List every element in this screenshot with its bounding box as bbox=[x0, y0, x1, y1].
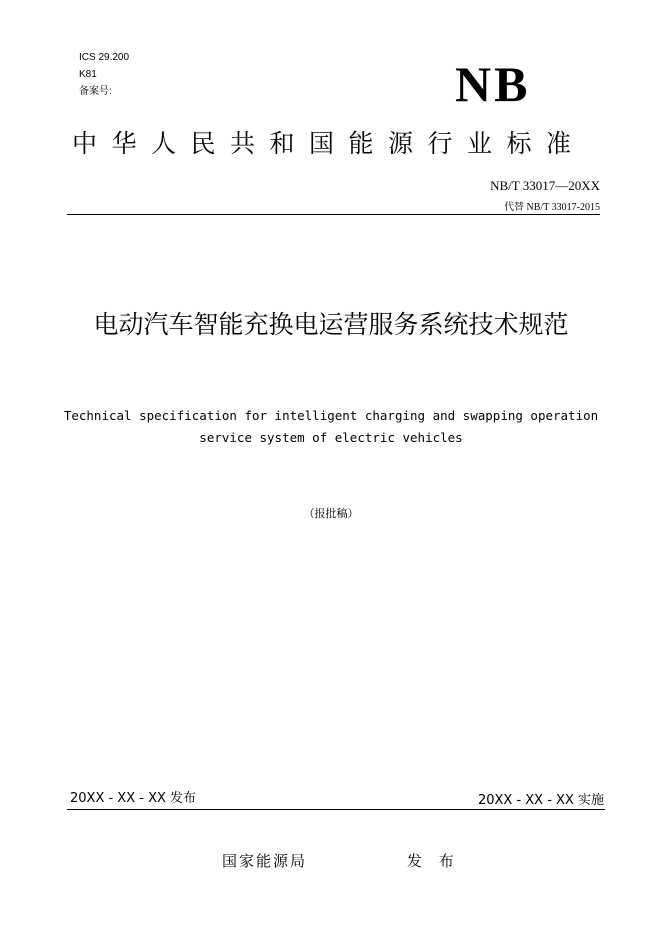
ics-code: ICS 29.200 bbox=[79, 52, 130, 63]
issuer-name: 国家能源局 bbox=[222, 852, 308, 870]
title-english: Technical specification for intelligent charging and swapping operation service system of electric vehicles bbox=[63, 408, 599, 445]
header-divider bbox=[67, 214, 600, 215]
industry-standard-heading: 中华人民共和国能源行业标准 bbox=[72, 129, 586, 158]
nb-logo: NB bbox=[455, 56, 531, 112]
title-chinese: 电动汽车智能充换电运营服务系统技术规范 bbox=[93, 310, 569, 339]
footer-divider bbox=[67, 809, 605, 810]
ccs-code: K81 bbox=[79, 69, 97, 80]
standard-number: NB/T 33017—20XX bbox=[490, 178, 600, 193]
replaces-standard: 代替 NB/T 33017-2015 bbox=[504, 202, 600, 213]
draft-status: （报批稿） bbox=[303, 507, 359, 520]
issue-label: 发 布 bbox=[407, 852, 460, 870]
implement-date: 20XX - XX - XX 实施 bbox=[477, 793, 604, 808]
filing-number: 备案号: bbox=[79, 86, 112, 97]
publish-date: 20XX - XX - XX 发布 bbox=[70, 791, 197, 806]
